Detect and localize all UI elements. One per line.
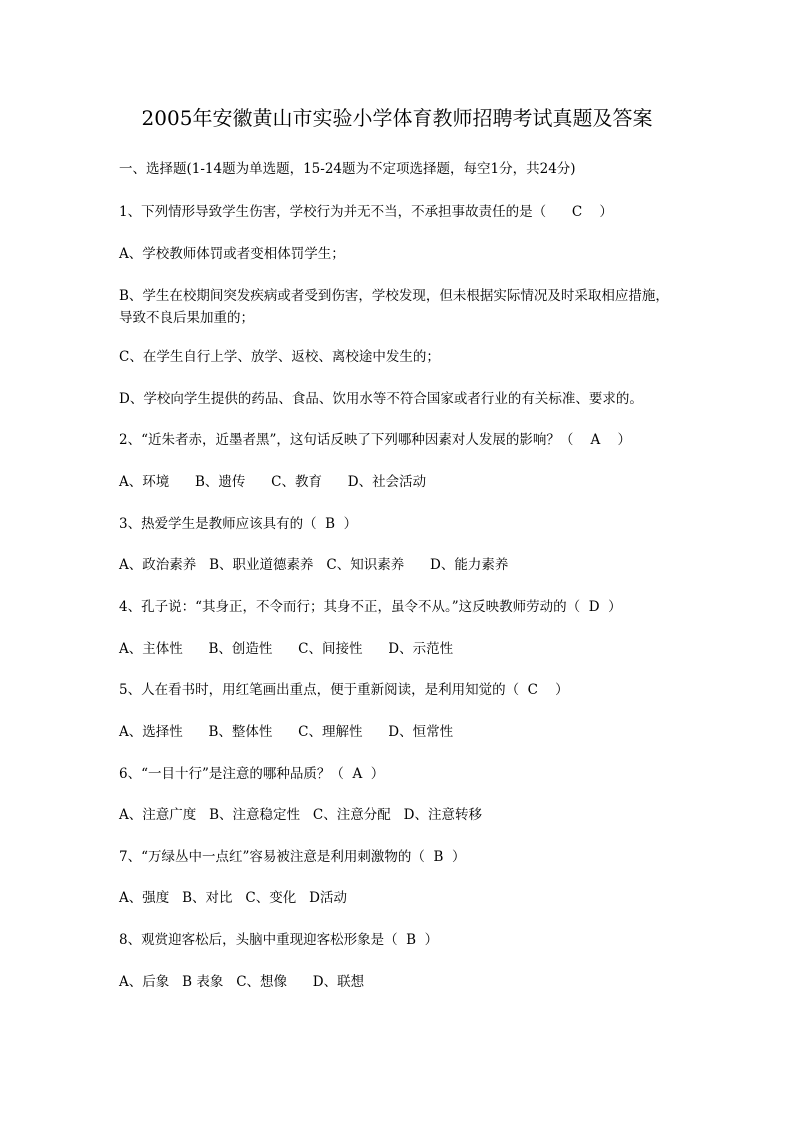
question-1-option-a: A、学校教师体罚或者变相体罚学生； (119, 246, 345, 262)
question-6-options: A、注意广度 B、注意稳定性 C、注意分配 D、注意转移 (119, 807, 482, 823)
question-4-options: A、主体性 B、创造性 C、间接性 D、示范性 (119, 641, 454, 657)
question-5-options: A、选择性 B、整体性 C、理解性 D、恒常性 (119, 724, 454, 740)
question-3-options: A、政治素养 B、职业道德素养 C、知识素养 D、能力素养 (119, 557, 509, 573)
question-7-options: A、强度 B、对比 C、变化 D活动 (119, 890, 347, 906)
question-2-options: A、环境 B、遗传 C、教育 D、社会活动 (119, 474, 427, 490)
question-1-option-c: C、在学生自行上学、放学、返校、离校途中发生的； (119, 349, 440, 365)
question-1-option-b: B、学生在校期间突发疾病或者受到伤害，学校发现，但未根据实际情况及时采取相应措施，导致不良后果加重的； (119, 288, 669, 326)
question-7-stem: 7、“万绿丛中一点红”容易被注意是利用刺激物的（ B ） (119, 849, 466, 865)
question-6-stem: 6、“一目十行”是注意的哪种品质？（ A ） (119, 766, 385, 782)
question-2-stem: 2、“近朱者赤，近墨者黑”，这句话反映了下列哪种因素对人发展的影响？（ A ） (119, 432, 631, 448)
question-3-stem: 3、热爱学生是教师应该具有的（ B ） (119, 516, 358, 532)
question-1-stem: 1、下列情形导致学生伤害，学校行为并无不当，不承担事故责任的是（ C ） (119, 204, 613, 220)
question-8-options: A、后象 B 表象 C、想像 D、联想 (119, 974, 365, 990)
document-title: 2005年安徽黄山市实验小学体育教师招聘考试真题及答案 (141, 106, 653, 130)
section-heading: 一、选择题(1-14题为单选题，15-24题为不定项选择题，每空1分，共24分) (119, 161, 576, 177)
question-5-stem: 5、人在看书时，用红笔画出重点，便于重新阅读，是利用知觉的（ C ） (119, 682, 569, 698)
question-8-stem: 8、观赏迎客松后，头脑中重现迎客松形象是（ B ） (119, 932, 439, 948)
question-4-stem: 4、孔子说：“其身正，不令而行；其身不正，虽令不从。”这反映教师劳动的（ D ） (119, 599, 622, 615)
question-1-option-d: D、学校向学生提供的药品、食品、饮用水等不符合国家或者行业的有关标准、要求的。 (119, 391, 643, 407)
